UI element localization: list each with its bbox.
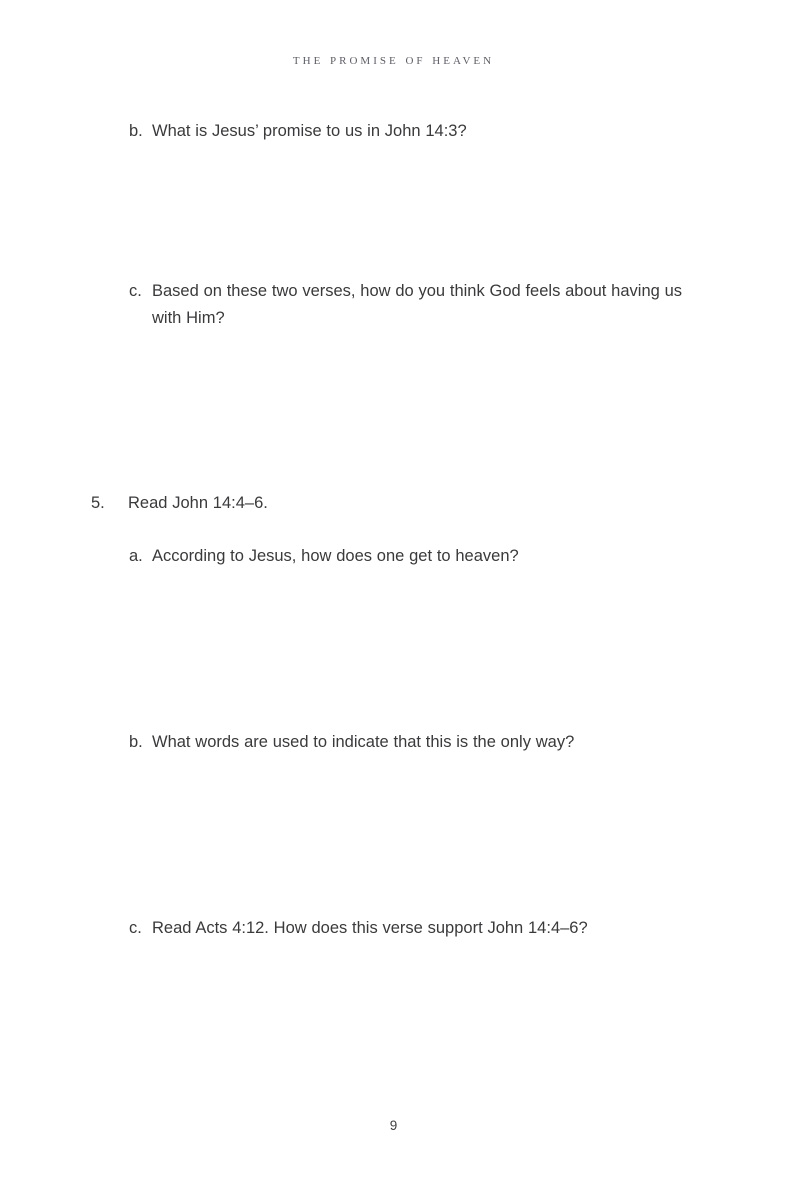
question-item-4c	[129, 278, 710, 332]
question-marker: b.	[129, 122, 143, 140]
running-header: the promise of heaven	[292, 52, 495, 68]
question-item-5b	[129, 729, 710, 756]
question-item-5a	[129, 543, 710, 570]
question-text: Read Acts 4:12. How does this verse support John 14:4–6?	[152, 919, 588, 937]
question-item-5	[91, 490, 708, 517]
question-text: According to Jesus, how does one get to heaven?	[152, 547, 519, 565]
question-marker: a.	[129, 547, 143, 565]
question-marker: c.	[129, 282, 142, 300]
question-item-5c	[129, 915, 710, 942]
question-marker: 5.	[91, 494, 105, 512]
question-text: What is Jesus’ promise to us in John 14:3?	[152, 122, 467, 140]
question-text: What words are used to indicate that this is the only way?	[152, 733, 575, 751]
question-marker: c.	[129, 919, 142, 937]
question-item-4b	[129, 118, 710, 145]
question-text: Read John 14:4–6.	[128, 494, 268, 512]
page-number: 9	[389, 1118, 398, 1133]
question-text: Based on these two verses, how do you think God feels about having us with Him?	[152, 282, 683, 327]
question-marker: b.	[129, 733, 143, 751]
